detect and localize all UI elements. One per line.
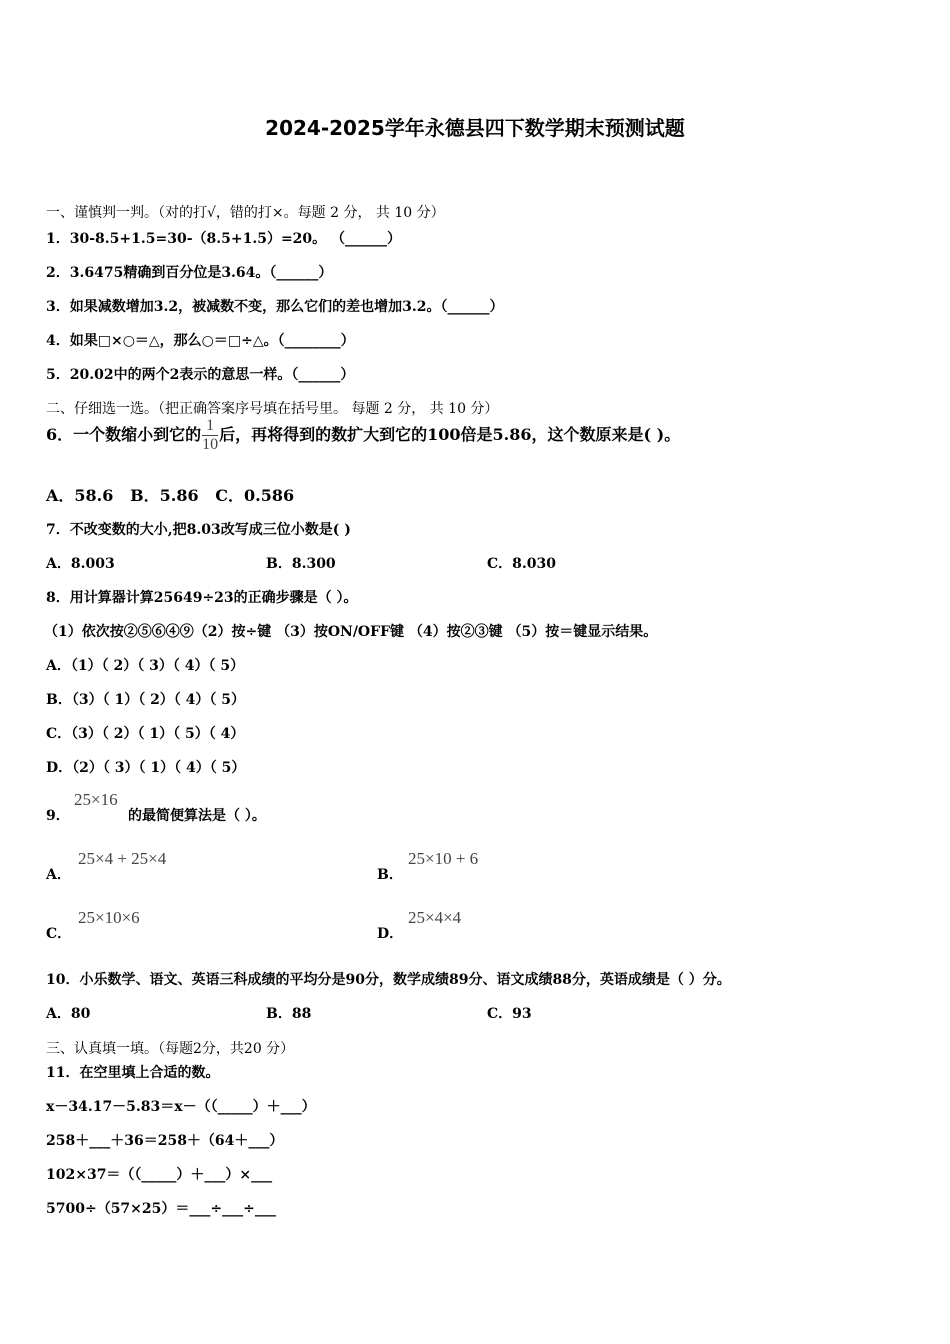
question-8-option-c: C．（3）（ 2）（ 1）（ 5）（ 4） <box>46 726 245 742</box>
question-4: 4．如果□×○＝△，那么○＝□÷△。（________） <box>46 333 355 349</box>
question-2: 2．3.6475精确到百分位是3.64。（______） <box>46 265 333 281</box>
question-10-option-a: A．80 <box>46 1006 91 1022</box>
question-10: 10．小乐数学、语文、英语三科成绩的平均分是90分，数学成绩89分、语文成绩88分，英语成绩是（ ）分。 <box>46 972 731 988</box>
question-7-option-b: B．8.300 <box>266 556 336 572</box>
section-2-heading: 二、仔细选一选。（把正确答案序号填在括号里。 每题 2 分， 共 10 分） <box>46 401 499 417</box>
question-6-options: A．58.6 B．5.86 C．0.586 <box>46 486 295 505</box>
question-9-option-b-formula: 25×10 + 6 <box>408 849 479 868</box>
question-8-steps: （1）依次按②⑤⑥④⑨（2）按÷键 （3）按ON/OFF键 （4）按②③键 （5）按＝键显示结果。 <box>44 624 658 640</box>
question-9-option-d-label: D． <box>377 926 404 942</box>
fraction-denominator: 10 <box>202 436 219 453</box>
page-title: 2024-2025学年永德县四下数学期末预测试题 <box>265 116 685 140</box>
fraction-one-tenth <box>202 418 218 453</box>
question-8-option-d: D．（2）（ 3）（ 1）（ 4）（ 5） <box>46 760 246 776</box>
question-5: 5．20.02中的两个2表示的意思一样。（______） <box>46 367 355 383</box>
section-1-heading: 一、谨慎判一判。（对的打√，错的打×。每题 2 分， 共 10 分） <box>46 205 445 221</box>
question-11-line-1: x－34.17－5.83＝x－（（_____）＋___） <box>46 1099 316 1115</box>
question-9-number: 9． <box>46 808 70 824</box>
question-10-option-c: C．93 <box>487 1006 532 1022</box>
question-9-option-a-formula: 25×4 + 25×4 <box>78 849 167 868</box>
section-3-heading: 三、认真填一填。（每题2分，共20 分） <box>46 1041 295 1057</box>
question-7-option-c: C．8.030 <box>487 556 556 572</box>
question-11: 11．在空里填上合适的数。 <box>46 1065 220 1081</box>
question-10-option-b: B．88 <box>266 1006 312 1022</box>
question-8-option-b: B．（3）（ 1）（ 2）（ 4）（ 5） <box>46 692 246 708</box>
question-9-option-c-label: C． <box>46 926 72 942</box>
question-9-option-d-formula: 25×4×4 <box>408 908 462 927</box>
question-8: 8．用计算器计算25649÷23的正确步骤是（ ）。 <box>46 590 358 606</box>
question-11-line-3: 102×37＝（（_____）＋___）×___ <box>46 1167 273 1183</box>
question-11-line-2: 258＋___＋36＝258＋（64＋___） <box>46 1133 284 1149</box>
question-9-option-a-label: A． <box>46 867 71 883</box>
fraction-numerator: 1 <box>202 418 218 436</box>
question-9-option-c-formula: 25×10×6 <box>78 908 140 927</box>
question-1: 1．30-8.5+1.5=30-（8.5+1.5）=20。 （______） <box>46 231 402 247</box>
question-9-formula: 25×16 <box>74 790 118 809</box>
question-3: 3．如果减数增加3.2，被减数不变，那么它们的差也增加3.2。（______） <box>46 299 504 315</box>
question-6 <box>46 418 680 453</box>
question-6-stem-start: 6．一个数缩小到它的 <box>46 425 202 444</box>
question-6-stem-end: 后，再将得到的数扩大到它的100倍是5.86，这个数原来是( )。 <box>219 425 681 444</box>
question-7-option-a: A．8.003 <box>46 556 115 572</box>
question-9-stem: 的最简便算法是（ ）。 <box>128 808 266 824</box>
question-11-line-4: 5700÷（57×25）＝___÷___÷___ <box>46 1201 276 1217</box>
question-8-option-a: A．（1）（ 2）（ 3）（ 4）（ 5） <box>46 658 245 674</box>
question-7: 7．不改变数的大小,把8.03改写成三位小数是( ) <box>46 522 351 538</box>
question-9-option-b-label: B． <box>377 867 403 883</box>
